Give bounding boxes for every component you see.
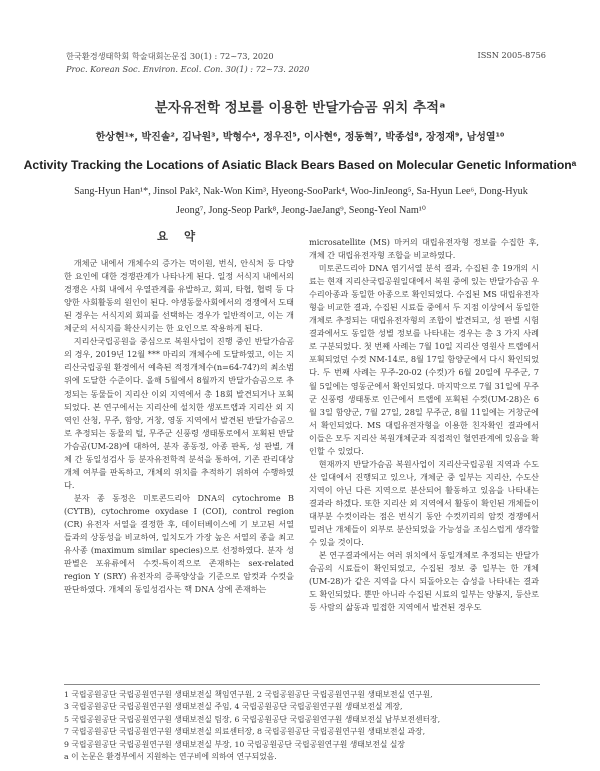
body-paragraph: microsatellite (MS) 마커의 대립유전자형 정보를 수집한 후, 개체 간 대립유전자형 조합을 비교하였다.	[309, 237, 539, 261]
journal-citation-en: Proc. Korean Soc. Environ. Ecol. Con. 30(1) : 72~73. 2020	[66, 64, 310, 74]
footnote: 5 국립공원공단 국립공원연구원 생태보전실 팀장, 6 국립공원공단 국립공원연구원 생태보전실 남부보전센터장,	[64, 714, 441, 724]
left-column	[64, 226, 294, 596]
footnote: 3 국립공원공단 국립공원연구원 생태보전실 주임, 4 국립공원공단 국립공원연구원 생태보전실 계장,	[64, 702, 403, 712]
journal-header	[66, 50, 309, 76]
authors-english: Sang-Hyun Han¹*, Jinsol Pak², Nak-Won Kim³, Hyeong-SooPark⁴, Woo-JinJeong⁵, Sa-Hyun Lee⁶, Dong-Hyuk Jeong⁷, Jong-Seop Park⁸, Jeong-JaeJang⁹, Seong-Yeol Nam¹⁰	[74, 186, 528, 216]
issn: ISSN 2005-8756	[477, 50, 546, 60]
body-paragraph: 현재까지 반달가슴곰 복원사업이 지리산국립공원 지역과 수도산 일대에서 진행되고 있으나, 개체군 중 일부는 지리산, 수도산 지역이 아닌 다른 지역으로 분산되어 활동하고 있음을 나타내는 결과라 하겠다. 또한 지리산 외 지역에서 활동이 확인된 개체들이 대부분 수컷이라는 점은 번식기 동안 수컷끼리의 암컷 경쟁에서 밀려난 개체들이 외부로 분산되었을 가능성을 조심스럽게 생각할 수 있을 것이다.	[309, 458, 539, 548]
body-paragraph: 본 연구결과에서는 여러 위치에서 동일개체로 추정되는 반달가슴곰의 시료들이 확인되었고, 수집된 정보 중 일부는 한 개체(UM-28)가 같은 지역을 다시 되돌아오는 습성을 나타내는 결과도 확인되었다. 뿐만 아니라 수집된 시료의 일부는 양봉지, 등산로 등 사람의 삶동과 밀접한 지역에서 발견된 경우도	[309, 550, 539, 613]
right-column	[309, 236, 539, 614]
title-english: Activity Tracking the Locations of Asiatic Black Bears Based on Molecular Genetic Informationᵃ	[23, 158, 577, 172]
footnote: 9 국립공원공단 국립공원연구원 생태보전실 부장, 10 국립공원공단 국립공원연구원 생태보전실 실장	[64, 739, 405, 749]
body-paragraph: 분자 종 동정은 미토콘드리아 DNA의 cytochrome B (CYTB), cytochrome oxydase I (COI), control region (CR) 유전자 서열을 결정한 후, 데이터베이스에 기 보고된 서열들과의 상동성을 비교하여, 일치도가 가장 높은 서열의 종을 최고유사종 (maximum similar species)으로 선정하였다. 분자 성판별은 포유류에서 수컷-특이적으로 존재하는 sex-related region Y (SRY) 유전자의 증폭양상을 기준으로 암컷과 수컷을 판단하였다. 개체의 동일성검사는 핵 DNA 상에 존재하는	[64, 492, 294, 595]
abstract-heading: 요 약	[156, 229, 202, 243]
footnote-divider	[64, 684, 540, 685]
body-paragraph: 지리산국립공원을 중심으로 복원사업이 진행 중인 반달가슴곰의 경우, 2019년 12월 *** 마리의 개체수에 도달하였고, 이는 지리산국립공원 환경에서 예측된 적정개체수(n=64-74?)의 최소범위에 도달한 수준이다. 올해 5월에서 8월까지 반달가슴곰으로 추정되는 동물들이 지리산 이외 지역에서 총 18회 발견되거나 포획되었다. 본 연구에서는 지리산에 설치한 생포트랩과 지리산 외 지역인 산청, 무주, 함양, 거창, 영동 지역에서 발견된 반달가슴곰으로 추정되는 동물의 털, 무주군 신풍령 생태통로에서 포획된 반달가슴곰(UM-28)에 대하여, 분자 종동정, 아종 판독, 성 판별, 개체 간 동일성검사 등 분자유전학적 분석을 통하여, 기존 관리대상 개체 여부를 판독하고, 개체의 위치를 추적하기 위하여 수행하였다.	[64, 336, 294, 490]
footnote: 1 국립공원공단 국립공원연구원 생태보전실 책임연구원, 2 국립공원공단 국립공원연구원 생태보전실 연구원,	[64, 690, 433, 699]
journal-citation-ko: 한국환경생태학회 학술대회논문집 30(1) : 72~73, 2020	[66, 51, 274, 61]
body-paragraph: 개체군 내에서 개체수의 증가는 먹이원, 번식, 안식처 등 다양한 요인에 대한 경쟁관계가 나타나게 된다. 일정 서식지 내에서의 경쟁은 사회 내에서 우열관계를 유발하고, 회피, 타협, 협력 등 다양한 사회활동의 원인이 된다. 야생동물사회에서의 경쟁에서 도태된 경우는 서식지외 회피를 선택하는 경우가 일반적이고, 이는 개체군의 서식지를 확산시키는 한 요인으로 작용하게 된다.	[64, 258, 294, 334]
footnote: a 이 논문은 환경부에서 지원하는 연구비에 의하여 연구되었음.	[64, 752, 277, 762]
title-korean: 분자유전학 정보를 이용한 반달가슴곰 위치 추적ᵃ	[154, 100, 446, 116]
authors-korean: 한상현¹*, 박진솔², 김낙원³, 박형수⁴, 정우진⁵, 이사현⁶, 정동혁⁷, 박종섭⁸, 장정재⁹, 남성열¹⁰	[95, 132, 505, 143]
footnotes	[64, 689, 544, 763]
body-paragraph: 미토콘드리아 DNA 염기서열 분석 결과, 수집된 총 19개의 시료는 현재 지리산국립공원일대에서 복원 중에 있는 반달가슴곰 우수리아종과 동일한 아종으로 확인되었다. 수집된 MS 대립유전자형을 비교한 결과, 수집된 시료들 중에서 두 지점 이상에서 동일한 개체로 추정되는 대립유전자형의 조합이 발견되고, 성 판별 시험결과에서도 동일한 성별 정보를 나타내는 경우는 총 3 가지 사례로 구분되었다. 첫 번째 사례는 7월 10일 지리산 영원사 트랩에서 포획되었던 수컷 NM-14로, 8월 17일 함양군에서 다시 확인되었다. 두 번째 사례는 무주-20-02 (수컷)가 6월 20일에 무주군, 7월 5일에는 영동군에서 확인되었다. 마지막으로 7월 31일에 무주군 신풍령 생태통로 인근에서 트랩에 포획된 수컷(UM-28)은 6월 3일 함양군, 7월 27일, 28일 무주군, 8월 11일에는 거창군에서 확인되었다. MS 대립유전자형을 이용한 친자확인 결과에서 이들은 모두 지리산 복원개체군과 직접적인 혈연관계에 있음을 확인할 수 있었다.	[309, 263, 539, 456]
footnote: 7 국립공원공단 국립공원연구원 생태보전실 의료센터장, 8 국립공원공단 국립공원연구원 생태보전실 과장,	[64, 727, 426, 737]
